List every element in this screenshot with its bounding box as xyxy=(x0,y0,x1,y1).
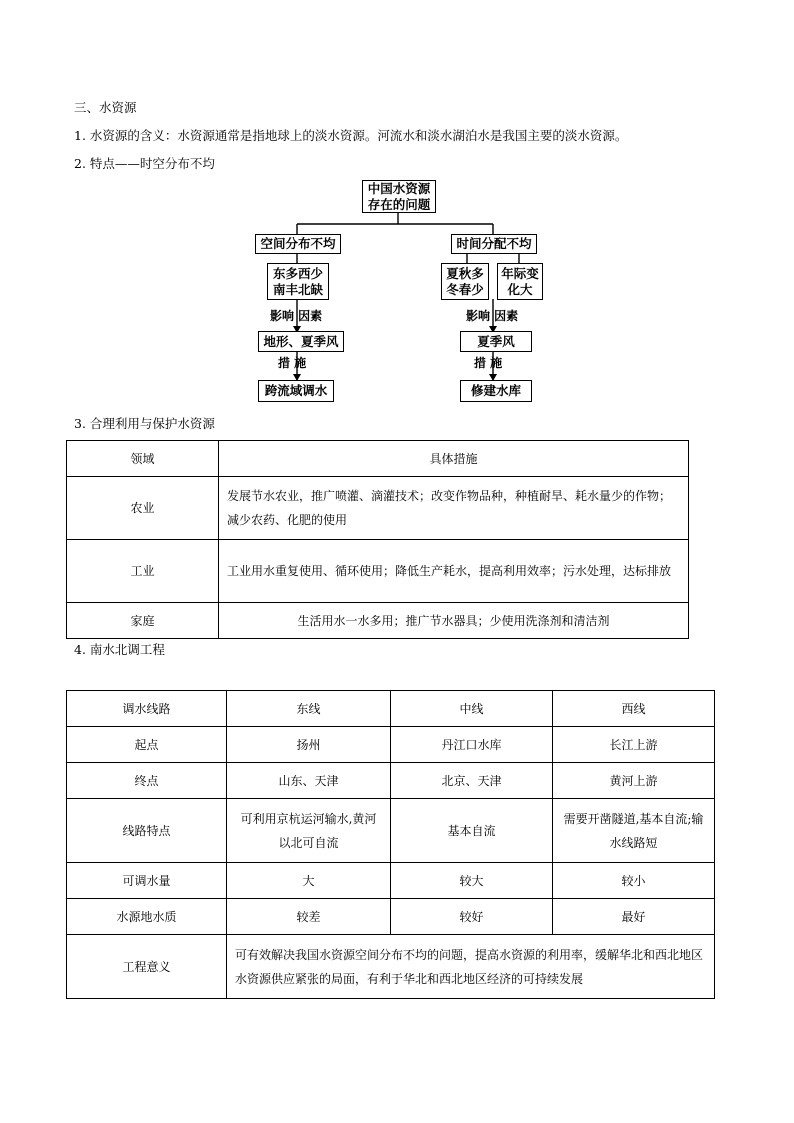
left-measure-label: 措 施 xyxy=(278,356,307,370)
left-factor: 地形、夏季风 xyxy=(258,331,344,352)
domain-cell: 工业 xyxy=(67,540,219,603)
table-row xyxy=(67,727,715,763)
header-cell: 东线 xyxy=(227,691,391,727)
right-branch-detail-a: 夏秋多 冬春少 xyxy=(441,263,489,300)
table-header-row xyxy=(67,691,715,727)
row-label-cell: 线路特点 xyxy=(67,799,227,863)
significance-cell: 可有效解决我国水资源空间分布不均的问题，提高水资源的利用率，缓解华北和西北地区水资源供应紧张的局面，有利于华北和西北地区经济的可持续发展 xyxy=(227,935,715,999)
item-2-features: 2. 特点——时空分布不均 xyxy=(74,156,215,171)
row-label-cell: 工程意义 xyxy=(67,935,227,999)
right-branch-title: 时间分配不均 xyxy=(451,234,537,254)
right-branch-detail-b: 年际变 化大 xyxy=(497,263,543,300)
table-row xyxy=(67,477,689,540)
table-row xyxy=(67,540,689,603)
table-cell: 黄河上游 xyxy=(553,763,715,799)
item-1-definition: 1. 水资源的含义：水资源通常是指地球上的淡水资源。河流水和淡水湖泊水是我国主要的淡水资源。 xyxy=(74,128,628,143)
header-cell: 中线 xyxy=(391,691,553,727)
left-factor-label: 影响 因素 xyxy=(270,309,323,323)
table-cell: 较小 xyxy=(553,863,715,899)
item-4-south-north: 4. 南水北调工程 xyxy=(74,642,165,657)
table-row xyxy=(67,935,715,999)
left-branch-title: 空间分布不均 xyxy=(255,234,341,254)
row-label-cell: 终点 xyxy=(67,763,227,799)
domain-cell: 农业 xyxy=(67,477,219,540)
right-measure-label: 措 施 xyxy=(474,356,503,370)
row-label-cell: 水源地水质 xyxy=(67,899,227,935)
diagram-root: 中国水资源 存在的问题 xyxy=(362,180,436,213)
right-factor-label: 影响 因素 xyxy=(466,309,519,323)
left-branch-detail: 东多西少 南丰北缺 xyxy=(267,263,329,300)
header-cell: 领域 xyxy=(67,441,219,477)
table-cell: 最好 xyxy=(553,899,715,935)
table-cell: 基本自流 xyxy=(391,799,553,863)
right-factor: 夏季风 xyxy=(460,331,532,352)
table-cell: 丹江口水库 xyxy=(391,727,553,763)
table-cell: 扬州 xyxy=(227,727,391,763)
table-row xyxy=(67,899,715,935)
domain-cell: 家庭 xyxy=(67,603,219,639)
table-cell: 山东、天津 xyxy=(227,763,391,799)
table-cell: 需要开凿隧道,基本自流;输水线路短 xyxy=(553,799,715,863)
row-label-cell: 起点 xyxy=(67,727,227,763)
row-label-cell: 可调水量 xyxy=(67,863,227,899)
table-cell: 北京、天津 xyxy=(391,763,553,799)
protection-measures-table xyxy=(66,440,689,639)
header-cell: 具体措施 xyxy=(219,441,689,477)
table-cell: 大 xyxy=(227,863,391,899)
table-row xyxy=(67,863,715,899)
table-cell: 较好 xyxy=(391,899,553,935)
left-measure: 跨流域调水 xyxy=(258,380,334,402)
table-cell: 较差 xyxy=(227,899,391,935)
table-cell: 可利用京杭运河输水,黄河以北可自流 xyxy=(227,799,391,863)
table-row xyxy=(67,763,715,799)
header-cell: 调水线路 xyxy=(67,691,227,727)
item-3-protection: 3. 合理利用与保护水资源 xyxy=(74,416,215,431)
measure-cell: 工业用水重复使用、循环使用；降低生产耗水，提高利用效率；污水处理，达标排放 xyxy=(219,540,689,603)
table-row xyxy=(67,799,715,863)
table-cell: 长江上游 xyxy=(553,727,715,763)
right-measure: 修建水库 xyxy=(460,380,532,402)
measure-cell: 生活用水一水多用；推广节水器具；少使用洗涤剂和清洁剂 xyxy=(219,603,689,639)
table-row xyxy=(67,603,689,639)
table-cell: 较大 xyxy=(391,863,553,899)
header-cell: 西线 xyxy=(553,691,715,727)
section-title: 三、水资源 xyxy=(74,100,137,115)
south-north-water-table xyxy=(66,690,715,999)
table-header-row xyxy=(67,441,689,477)
measure-cell: 发展节水农业，推广喷灌、滴灌技术；改变作物品种，种植耐旱、耗水量少的作物；减少农药、化肥的使用 xyxy=(219,477,689,540)
